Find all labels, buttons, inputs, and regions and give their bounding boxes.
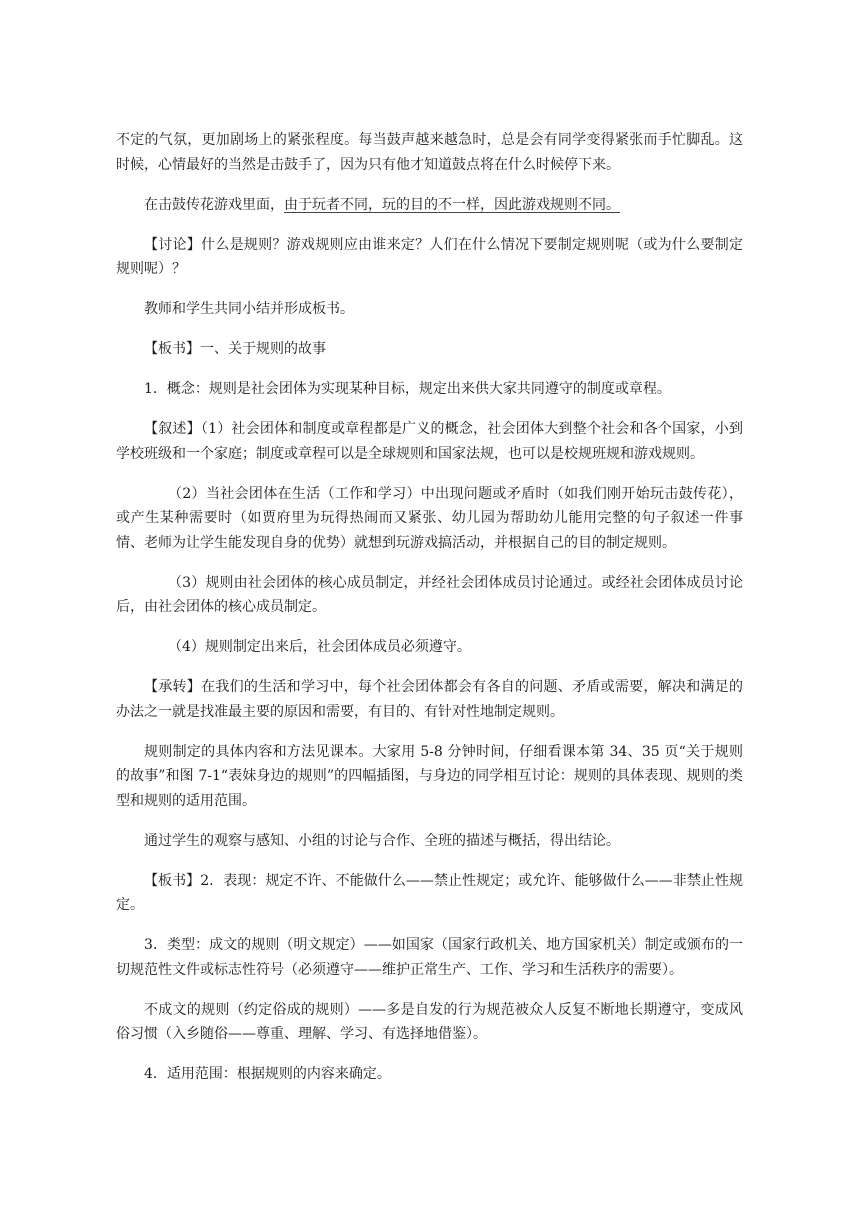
paragraph-scope	[116, 1062, 743, 1087]
paragraph-text: （2）当社会团体在生活（工作和学习）中出现问题或矛盾时（如我们刚开始玩击鼓传花），或产生某种需要时（如贾府里为玩得热闹而又紧张、幼儿园为帮助幼儿能用完整的句子叙述一件事情、老师为让学生能发现自身的优势）就想到玩游戏搞活动，并根据自己的目的制定规则。	[116, 485, 743, 551]
paragraph-text: 不成文的规则（约定俗成的规则）——多是自发的行为规范被众人反复不断地长期遵守，变成风俗习惯（入乡随俗——尊重、理解、学习、有选择地借鉴）。	[116, 1001, 743, 1042]
paragraph-text: （3）规则由社会团体的核心成员制定，并经社会团体成员讨论通过。或经社会团体成员讨论后，由社会团体的核心成员制定。	[116, 574, 743, 615]
paragraph-manifestation	[116, 869, 743, 918]
paragraph-conclusion	[116, 829, 743, 854]
section-tag: 【承转】	[144, 679, 202, 695]
paragraph-game-rules	[116, 193, 743, 218]
paragraph-text: 在我们的生活和学习中，每个社会团体都会有各自的问题、矛盾或需要，解决和满足的办法之一就是找准最主要的原因和需要，有目的、有针对性地制定规则。	[116, 679, 744, 720]
paragraph-text: 2．表现：规定不许、不能做什么——禁止性规定；或允许、能够做什么——非禁止性规定。	[116, 872, 744, 913]
paragraph-narration-4	[116, 635, 743, 660]
paragraph-text: 规则制定的具体内容和方法见课本。大家用 5-8 分钟时间，仔细看课本第 34、35 页“关于规则的故事”和图 7-1“表妹身边的规则”的四幅插图，与身边的同学相互讨论：规则的具体表现、规则的类型和规则的适用范围。	[116, 743, 743, 809]
paragraph-text: 4．适用范围：根据规则的内容来确定。	[144, 1066, 391, 1082]
underlined-text: 由于玩者不同，玩的目的不一样，因此游戏规则不同。	[284, 196, 620, 213]
paragraph-text: 教师和学生共同小结并形成板书。	[144, 301, 354, 317]
paragraph-narration-1	[116, 417, 743, 466]
section-tag: 【讨论】	[144, 236, 202, 253]
section-tag: 【板书】	[144, 872, 201, 889]
paragraph-text: 什么是规则？游戏规则应由谁来定？人们在什么情况下要制定规则呢（或为什么要制定规则呢）？	[116, 236, 744, 277]
paragraph-narration-2	[116, 482, 743, 556]
paragraph-narration-3	[116, 571, 743, 620]
paragraph-text: （1）社会团体和制度或章程都是广义的概念，社会团体大到整个社会和各个国家，小到学校班级和一个家庭；制度或章程可以是全球规则和国家法规，也可以是校规班规和游戏规则。	[116, 421, 744, 462]
paragraph-types-unwritten	[116, 998, 743, 1047]
paragraph-text: 在击鼓传花游戏里面，	[144, 196, 284, 213]
paragraph-text: 一、关于规则的故事	[200, 341, 326, 357]
section-tag: 【叙述】	[144, 421, 201, 437]
paragraph-discussion	[116, 233, 743, 282]
section-tag: 【板书】	[144, 341, 200, 357]
paragraph-board-heading	[116, 337, 743, 362]
paragraph-concept	[116, 377, 743, 402]
paragraph-summary	[116, 297, 743, 322]
paragraph-text: 3．类型：成文的规则（明文规定）——如国家（国家行政机关、地方国家机关）制定或颁布的一切规范性文件或标志性符号（必须遵守——维护正常生产、工作、学习和生活秩序的需要）。	[116, 937, 743, 978]
paragraph-text: 通过学生的观察与感知、小组的讨论与合作、全班的描述与概括，得出结论。	[144, 832, 620, 849]
document-body	[116, 128, 743, 1102]
paragraph-types-written	[116, 933, 743, 982]
paragraph-text: 1．概念：规则是社会团体为实现某种目标，规定出来供大家共同遵守的制度或章程。	[144, 381, 671, 397]
paragraph-transition	[116, 675, 743, 724]
paragraph-game-atmosphere	[116, 128, 743, 177]
paragraph-textbook-task	[116, 740, 743, 814]
paragraph-text: 不定的气氛，更加剧场上的紧张程度。每当鼓声越来越急时，总是会有同学变得紧张而手忙脚乱。这时候，心情最好的当然是击鼓手了，因为只有他才知道鼓点将在什么时候停下来。	[116, 132, 743, 173]
paragraph-text: （4）规则制定出来后，社会团体成员必须遵守。	[168, 639, 471, 655]
